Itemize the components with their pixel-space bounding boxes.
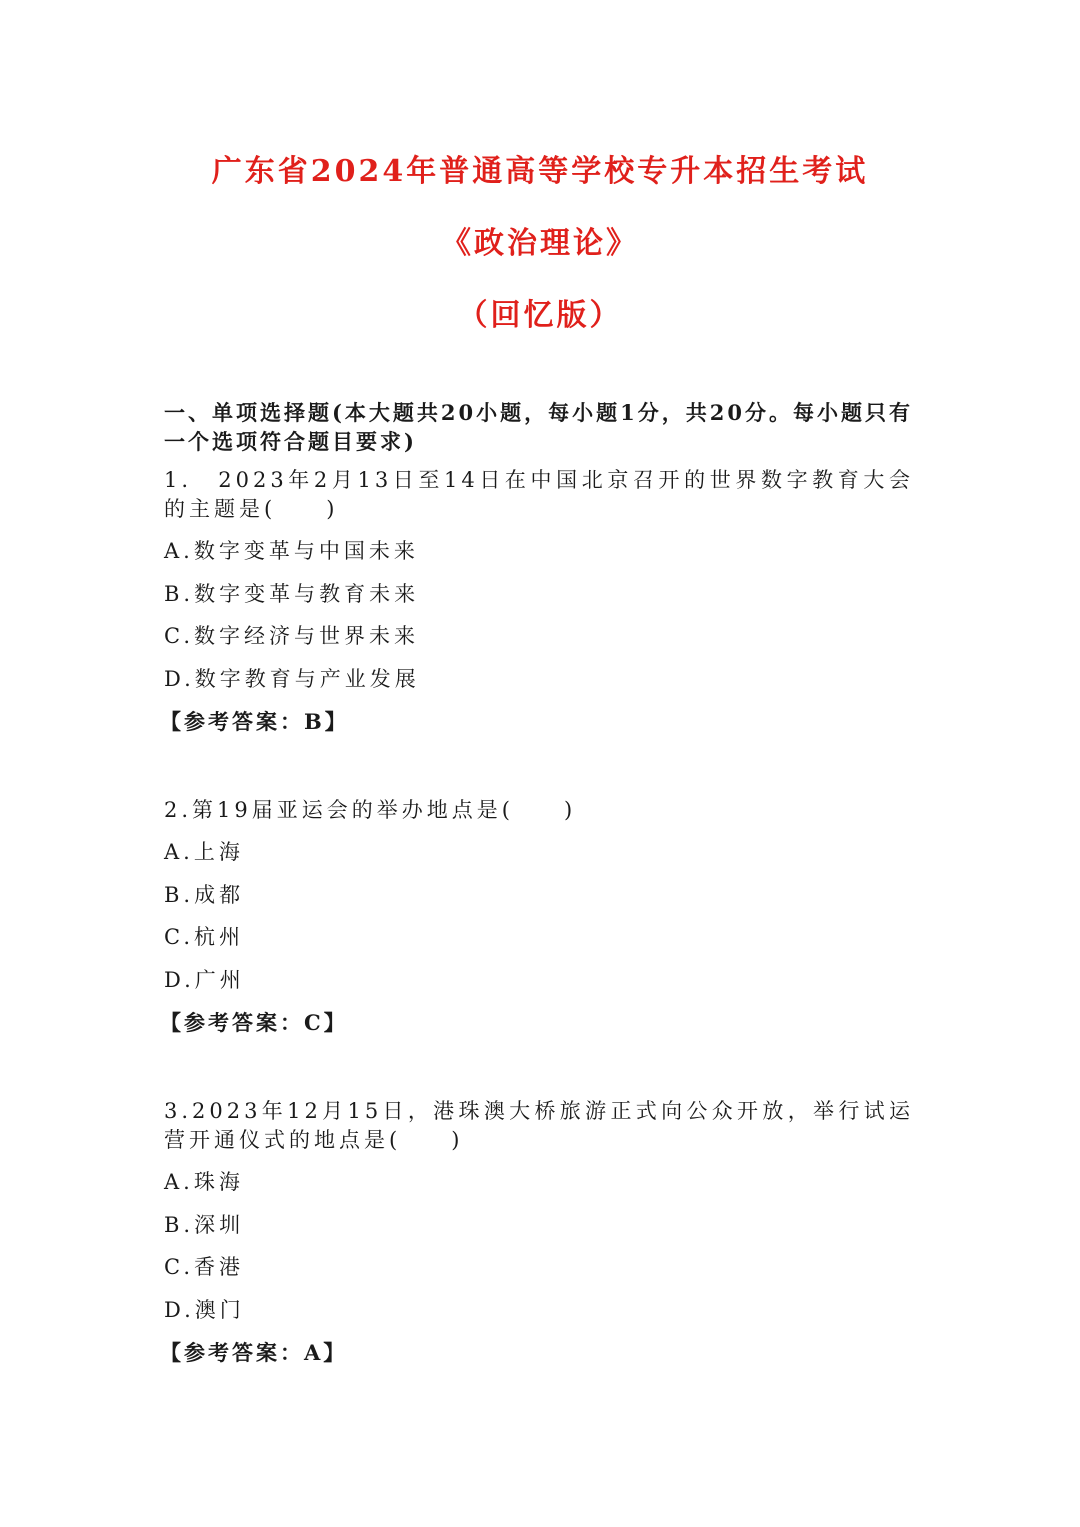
question-1 (160, 466, 914, 736)
reference-answer: 【参考答案：B】 (160, 709, 349, 734)
option-b: B.成都 (164, 882, 245, 907)
option-d: D.数字教育与产业发展 (164, 666, 420, 691)
question-2 (160, 796, 914, 1037)
option-c: C.数字经济与世界未来 (164, 624, 419, 648)
option-a: A.上海 (164, 840, 244, 864)
option-d: D.广州 (164, 967, 245, 992)
reference-answer: 【参考答案：C】 (160, 1010, 348, 1035)
option-a: A.数字变革与中国未来 (164, 539, 419, 563)
question-stem: 1. 2023年2月13日至14日在中国北京召开的世界数字教育大会的主题是( ) (164, 468, 914, 521)
question-3 (160, 1097, 914, 1367)
edition-label: （回忆版） (457, 298, 623, 333)
option-a: A.珠海 (164, 1170, 244, 1194)
option-b: B.数字变革与教育未来 (164, 581, 420, 606)
option-c: C.杭州 (164, 925, 244, 949)
option-c: C.香港 (164, 1255, 244, 1279)
spacer (164, 1037, 914, 1097)
exam-title: 广东省2024年普通高等学校专升本招生考试 (211, 154, 869, 189)
reference-answer: 【参考答案：A】 (160, 1340, 348, 1365)
subject-title: 《政治理论》 (441, 226, 639, 261)
question-stem: 3.2023年12月15日，港珠澳大桥旅游正式向公众开放，举行试运营开通仪式的地点是( ) (164, 1099, 914, 1152)
exam-content (160, 398, 914, 1367)
spacer (164, 736, 914, 796)
option-d: D.澳门 (164, 1297, 245, 1322)
question-stem: 2.第19届亚运会的举办地点是( ) (164, 798, 577, 822)
section-heading: 一、单项选择题(本大题共20小题，每小题1分，共20分。每小题只有一个选项符合题目要求) (164, 400, 913, 454)
option-b: B.深圳 (164, 1212, 245, 1237)
